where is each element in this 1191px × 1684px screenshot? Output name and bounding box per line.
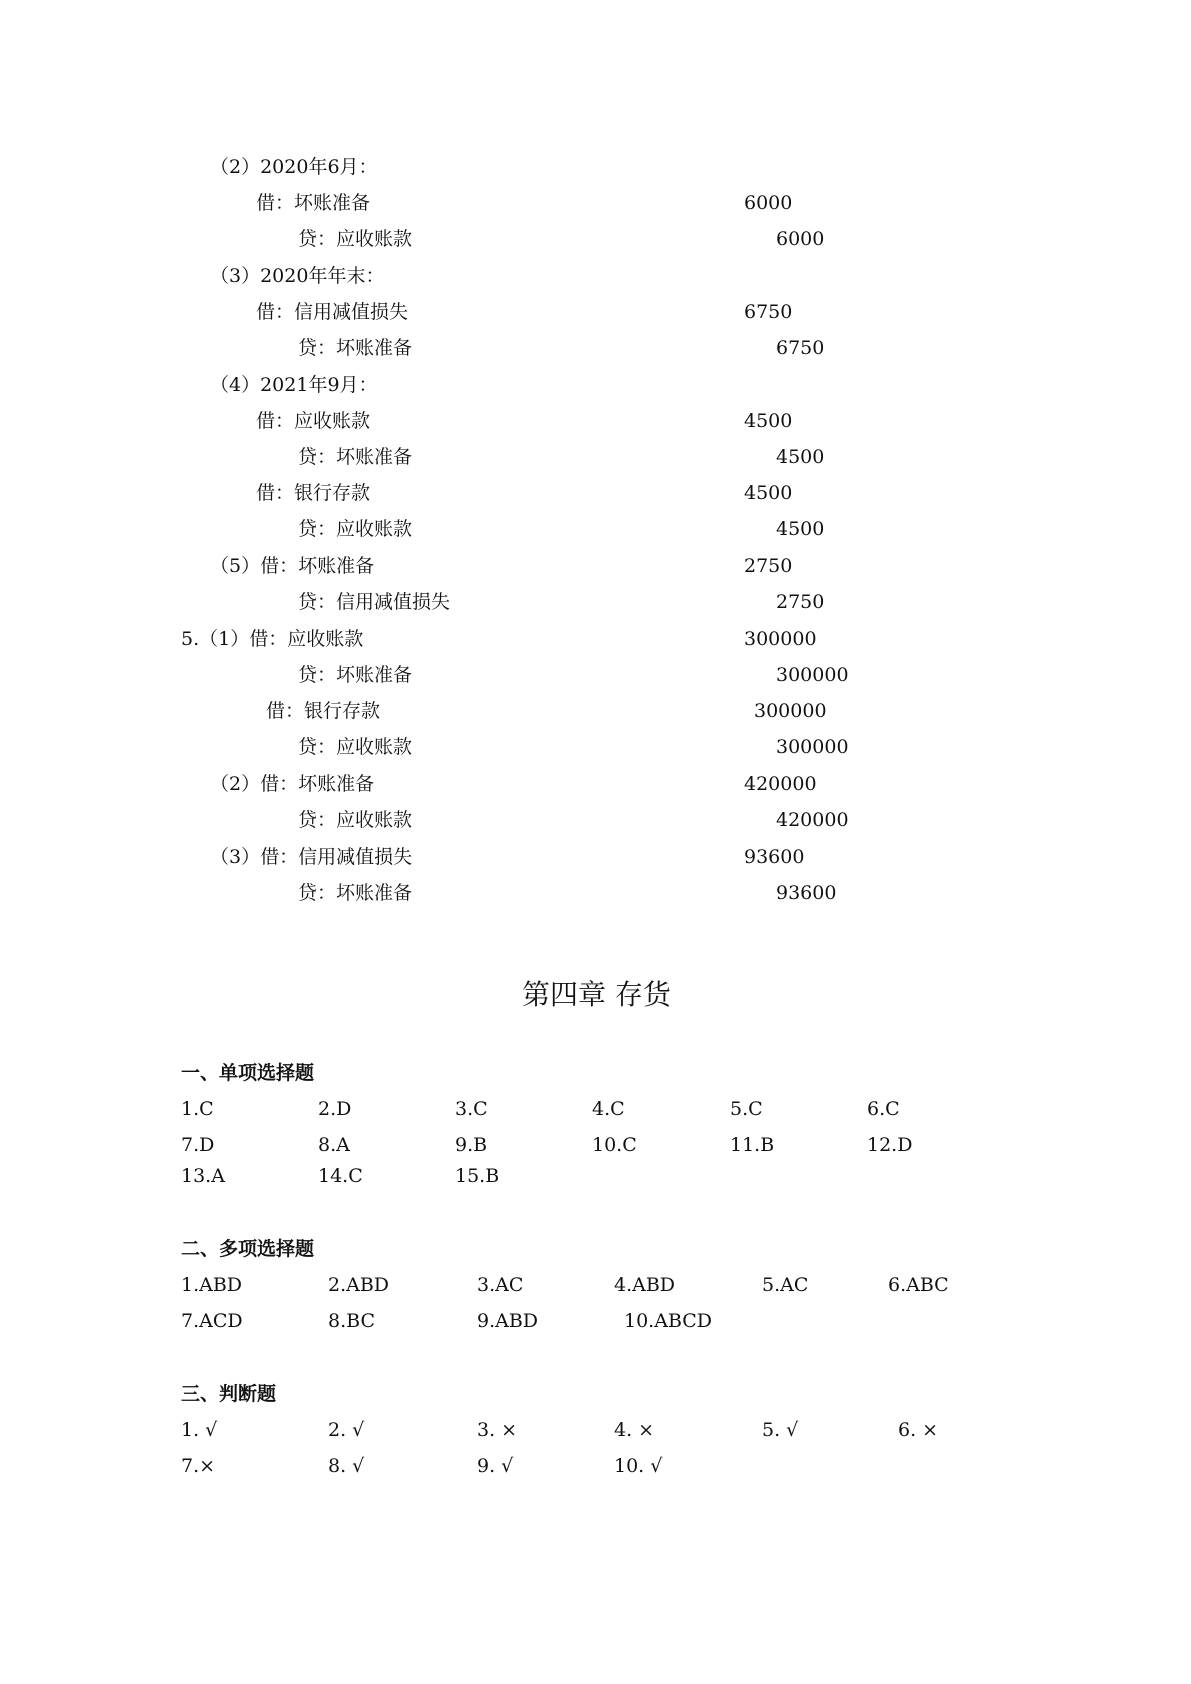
debit-account: （2）借：坏账准备 [210, 773, 375, 795]
answer-item: 14.C [318, 1165, 363, 1187]
answer-item: 2. √ [328, 1419, 365, 1441]
debit-account: 5.（1）借：应收账款 [181, 628, 364, 650]
answer-item: 9. √ [477, 1455, 514, 1477]
credit-amount: 2750 [776, 591, 825, 613]
entry-heading-2: （2）2020年6月： [210, 156, 378, 178]
credit-amount: 4500 [776, 446, 825, 468]
credit-account: 贷：坏账准备 [298, 664, 413, 686]
debit-account: 借：坏账准备 [256, 192, 371, 214]
credit-account: 贷：坏账准备 [298, 337, 413, 359]
answer-item: 13.A [181, 1165, 225, 1187]
answer-item: 10. √ [614, 1455, 663, 1477]
section-heading-true-false: 三、判断题 [181, 1383, 277, 1405]
answer-item: 7.× [181, 1455, 216, 1477]
debit-amount: 4500 [744, 482, 793, 504]
credit-amount: 300000 [776, 664, 849, 686]
debit-amount: 300000 [744, 628, 817, 650]
answer-item: 1.ABD [181, 1274, 243, 1296]
credit-account: 贷：应收账款 [298, 736, 413, 758]
debit-amount: 300000 [754, 700, 827, 722]
entry-heading-4: （4）2021年9月： [210, 374, 378, 396]
answer-item: 15.B [455, 1165, 500, 1187]
answer-item: 12.D [867, 1134, 913, 1156]
credit-account: 贷：应收账款 [298, 809, 413, 831]
answer-item: 5. √ [762, 1419, 799, 1441]
credit-amount: 420000 [776, 809, 849, 831]
answer-item: 10.C [592, 1134, 637, 1156]
answer-item: 7.ACD [181, 1310, 243, 1332]
answer-item: 4. × [614, 1419, 655, 1441]
answer-item: 9.B [455, 1134, 488, 1156]
debit-account: （5）借：坏账准备 [210, 555, 375, 577]
answer-item: 6.ABC [888, 1274, 949, 1296]
answer-item: 8.BC [328, 1310, 375, 1332]
debit-account: 借：银行存款 [266, 700, 381, 722]
debit-amount: 4500 [744, 410, 793, 432]
answer-item: 1. √ [181, 1419, 218, 1441]
answer-item: 7.D [181, 1134, 215, 1156]
answer-item: 2.D [318, 1098, 352, 1120]
answer-item: 10.ABCD [624, 1310, 713, 1332]
answer-item: 1.C [181, 1098, 214, 1120]
debit-account: （3）借：信用减值损失 [210, 846, 413, 868]
answer-item: 4.ABD [614, 1274, 676, 1296]
answer-item: 5.C [730, 1098, 763, 1120]
chapter-title: 第四章 存货 [522, 978, 671, 1011]
answer-item: 3.AC [477, 1274, 524, 1296]
answer-item: 9.ABD [477, 1310, 539, 1332]
credit-amount: 4500 [776, 518, 825, 540]
credit-account: 贷：信用减值损失 [298, 591, 451, 613]
answer-item: 2.ABD [328, 1274, 390, 1296]
debit-amount: 420000 [744, 773, 817, 795]
entry-heading-3: （3）2020年年末： [210, 265, 385, 287]
debit-amount: 6000 [744, 192, 793, 214]
section-heading-single-choice: 一、单项选择题 [181, 1062, 315, 1084]
debit-account: 借：银行存款 [256, 482, 371, 504]
debit-amount: 93600 [744, 846, 805, 868]
debit-account: 借：应收账款 [256, 410, 371, 432]
answer-item: 11.B [730, 1134, 775, 1156]
credit-amount: 300000 [776, 736, 849, 758]
answer-item: 8. √ [328, 1455, 365, 1477]
debit-amount: 2750 [744, 555, 793, 577]
debit-account: 借：信用减值损失 [256, 301, 409, 323]
credit-account: 贷：应收账款 [298, 518, 413, 540]
section-heading-multiple-choice: 二、多项选择题 [181, 1238, 315, 1260]
answer-item: 6.C [867, 1098, 900, 1120]
answer-item: 8.A [318, 1134, 350, 1156]
answer-item: 6. × [898, 1419, 939, 1441]
credit-amount: 6750 [776, 337, 825, 359]
credit-account: 贷：应收账款 [298, 228, 413, 250]
credit-amount: 93600 [776, 882, 837, 904]
answer-item: 3.C [455, 1098, 488, 1120]
debit-amount: 6750 [744, 301, 793, 323]
answer-item: 4.C [592, 1098, 625, 1120]
credit-amount: 6000 [776, 228, 825, 250]
credit-account: 贷：坏账准备 [298, 882, 413, 904]
answer-item: 5.AC [762, 1274, 809, 1296]
answer-item: 3. × [477, 1419, 518, 1441]
credit-account: 贷：坏账准备 [298, 446, 413, 468]
